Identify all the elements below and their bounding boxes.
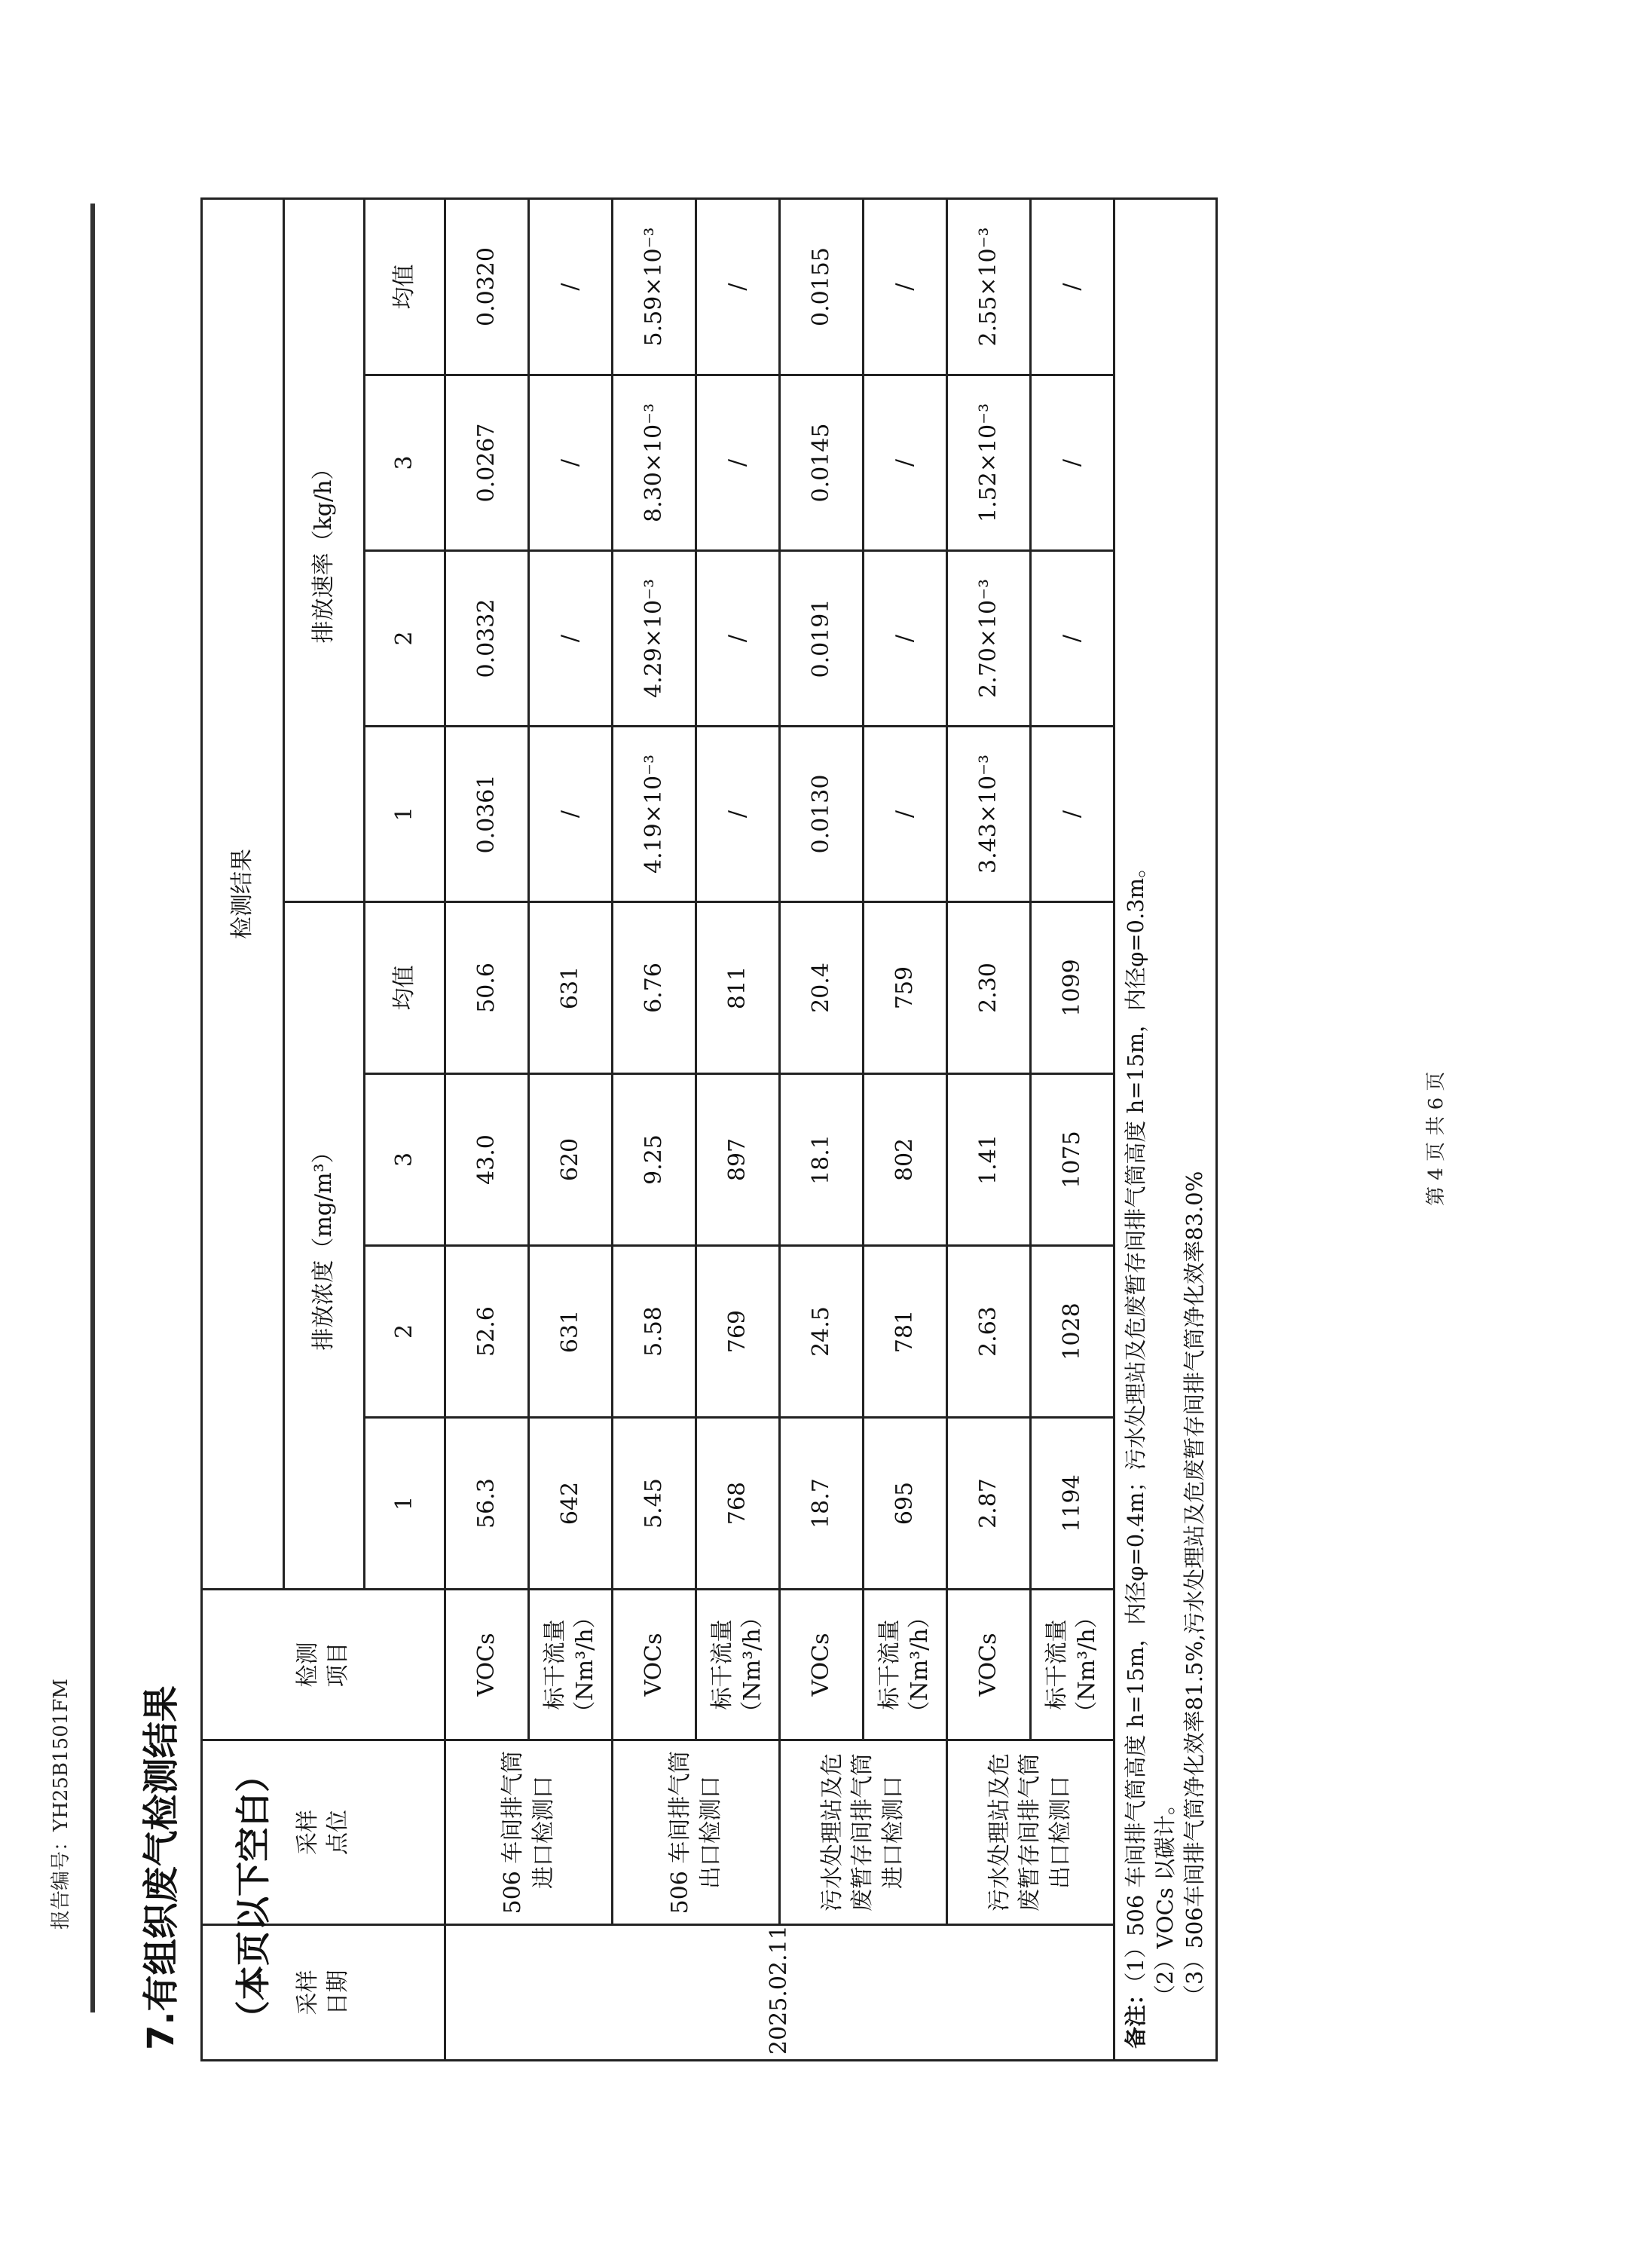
section-title: 7.有组织废气检测结果 bbox=[140, 1685, 182, 2050]
value-cell: 0.0332 bbox=[445, 551, 529, 727]
subheader-cell: 1 bbox=[365, 1418, 445, 1590]
sampling-point: 污水处理站及危 废暂存间排气筒 出口检测口 bbox=[947, 1740, 1114, 1925]
value-cell: / bbox=[1031, 551, 1114, 727]
table-row bbox=[947, 199, 1031, 2061]
value-cell: 1.52×10⁻³ bbox=[947, 375, 1031, 551]
value-cell: 2.87 bbox=[947, 1418, 1031, 1590]
value-cell: / bbox=[1031, 727, 1114, 902]
value-cell: / bbox=[696, 375, 780, 551]
value-cell: 4.29×10⁻³ bbox=[613, 551, 696, 727]
sampling-point: 506 车间排气筒 进口检测口 bbox=[445, 1740, 613, 1925]
blank-below-note: （本页以下空白） bbox=[233, 1758, 274, 2035]
header-date: 采样 日期 bbox=[202, 1925, 445, 2061]
value-cell: 0.0267 bbox=[445, 375, 529, 551]
value-cell: / bbox=[1031, 199, 1114, 375]
value-cell: / bbox=[696, 727, 780, 902]
value-cell: / bbox=[696, 199, 780, 375]
value-cell: 0.0130 bbox=[780, 727, 864, 902]
value-cell: 897 bbox=[696, 1074, 780, 1246]
value-cell: 695 bbox=[864, 1418, 947, 1590]
value-cell: 9.25 bbox=[613, 1074, 696, 1246]
table-row bbox=[445, 199, 529, 2061]
value-cell: 0.0145 bbox=[780, 375, 864, 551]
note-line: （3）506车间排气筒净化效率81.5%,污水处理站及危废暂存间排气筒净化效率83.0% bbox=[1182, 1171, 1208, 2006]
value-cell: 43.0 bbox=[445, 1074, 529, 1246]
test-item: VOCs bbox=[947, 1590, 1031, 1740]
note-line: （2）VOCs 以碳计。 bbox=[1152, 1793, 1179, 2006]
test-item: 标干流量 （Nm³/h） bbox=[696, 1590, 780, 1740]
value-cell: 50.6 bbox=[445, 902, 529, 1074]
value-cell: 20.4 bbox=[780, 902, 864, 1074]
value-cell: 642 bbox=[529, 1418, 613, 1590]
table-row bbox=[780, 199, 864, 2061]
value-cell: 0.0361 bbox=[445, 727, 529, 902]
test-item: 标干流量 （Nm³/h） bbox=[1031, 1590, 1114, 1740]
value-cell: 5.45 bbox=[613, 1418, 696, 1590]
value-cell: 52.6 bbox=[445, 1246, 529, 1418]
value-cell: / bbox=[864, 727, 947, 902]
value-cell: 631 bbox=[529, 1246, 613, 1418]
value-cell: / bbox=[696, 551, 780, 727]
notes-cell bbox=[1114, 199, 1217, 2061]
value-cell: 2.63 bbox=[947, 1246, 1031, 1418]
sampling-point: 506 车间排气筒 出口检测口 bbox=[613, 1740, 780, 1925]
value-cell: 1099 bbox=[1031, 902, 1114, 1074]
subheader-cell: 1 bbox=[365, 727, 445, 902]
value-cell: 1028 bbox=[1031, 1246, 1114, 1418]
header-point: 采样 点位 bbox=[202, 1740, 445, 1925]
subheader-cell: 均值 bbox=[365, 902, 445, 1074]
value-cell: 56.3 bbox=[445, 1418, 529, 1590]
value-cell: 8.30×10⁻³ bbox=[613, 375, 696, 551]
page-number: 第 4 页 共 6 页 bbox=[1425, 1071, 1448, 1206]
header-result-group: 检测结果 bbox=[202, 199, 284, 1590]
value-cell: 631 bbox=[529, 902, 613, 1074]
sampling-point: 污水处理站及危 废暂存间排气筒 进口检测口 bbox=[780, 1740, 947, 1925]
value-cell: / bbox=[529, 199, 613, 375]
value-cell: 768 bbox=[696, 1418, 780, 1590]
value-cell: 0.0320 bbox=[445, 199, 529, 375]
subheader-cell: 2 bbox=[365, 1246, 445, 1418]
value-cell: / bbox=[529, 727, 613, 902]
value-cell: 0.0191 bbox=[780, 551, 864, 727]
value-cell: / bbox=[1031, 375, 1114, 551]
value-cell: 759 bbox=[864, 902, 947, 1074]
note-line: （1）506 车间排气筒高度 h=15m，内径φ=0.4m；污水处理站及危废暂存间排气筒高度 h=15m，内径φ=0.3m。 bbox=[1123, 855, 1148, 1983]
value-cell: 811 bbox=[696, 902, 780, 1074]
sampling-date: 2025.02.11 bbox=[445, 1925, 1114, 2061]
subheader-cell: 2 bbox=[365, 551, 445, 727]
value-cell: / bbox=[529, 551, 613, 727]
results-table bbox=[200, 197, 1218, 2061]
value-cell: 18.7 bbox=[780, 1418, 864, 1590]
header-rate: 排放速率（kg/h） bbox=[284, 199, 365, 902]
value-cell: 802 bbox=[864, 1074, 947, 1246]
binding-edge-line bbox=[90, 204, 95, 2012]
value-cell: 2.70×10⁻³ bbox=[947, 551, 1031, 727]
value-cell: 0.0155 bbox=[780, 199, 864, 375]
notes-row bbox=[1114, 199, 1217, 2061]
value-cell: 769 bbox=[696, 1246, 780, 1418]
value-cell: / bbox=[864, 199, 947, 375]
value-cell: 4.19×10⁻³ bbox=[613, 727, 696, 902]
results-table-wrap bbox=[200, 200, 1208, 2061]
value-cell: 24.5 bbox=[780, 1246, 864, 1418]
table-row bbox=[613, 199, 696, 2061]
value-cell: 2.55×10⁻³ bbox=[947, 199, 1031, 375]
header-item: 检测 项目 bbox=[202, 1590, 445, 1740]
value-cell: 1075 bbox=[1031, 1074, 1114, 1246]
test-item: 标干流量 （Nm³/h） bbox=[864, 1590, 947, 1740]
value-cell: 5.58 bbox=[613, 1246, 696, 1418]
notes-label: 备注： bbox=[1123, 1982, 1148, 2049]
value-cell: 5.59×10⁻³ bbox=[613, 199, 696, 375]
value-cell: 2.30 bbox=[947, 902, 1031, 1074]
value-cell: / bbox=[529, 375, 613, 551]
test-item: VOCs bbox=[613, 1590, 696, 1740]
value-cell: 3.43×10⁻³ bbox=[947, 727, 1031, 902]
value-cell: 18.1 bbox=[780, 1074, 864, 1246]
value-cell: 781 bbox=[864, 1246, 947, 1418]
subheader-cell: 均值 bbox=[365, 199, 445, 375]
test-item: VOCs bbox=[445, 1590, 529, 1740]
subheader-cell: 3 bbox=[365, 1074, 445, 1246]
value-cell: 1194 bbox=[1031, 1418, 1114, 1590]
value-cell: / bbox=[864, 375, 947, 551]
value-cell: 620 bbox=[529, 1074, 613, 1246]
report-number: 报告编号：YH25B1501FM bbox=[50, 1679, 72, 1930]
test-item: VOCs bbox=[780, 1590, 864, 1740]
value-cell: 6.76 bbox=[613, 902, 696, 1074]
value-cell: / bbox=[864, 551, 947, 727]
header-concentration: 排放浓度（mg/m³） bbox=[284, 902, 365, 1590]
subheader-cell: 3 bbox=[365, 375, 445, 551]
value-cell: 1.41 bbox=[947, 1074, 1031, 1246]
test-item: 标干流量 （Nm³/h） bbox=[529, 1590, 613, 1740]
